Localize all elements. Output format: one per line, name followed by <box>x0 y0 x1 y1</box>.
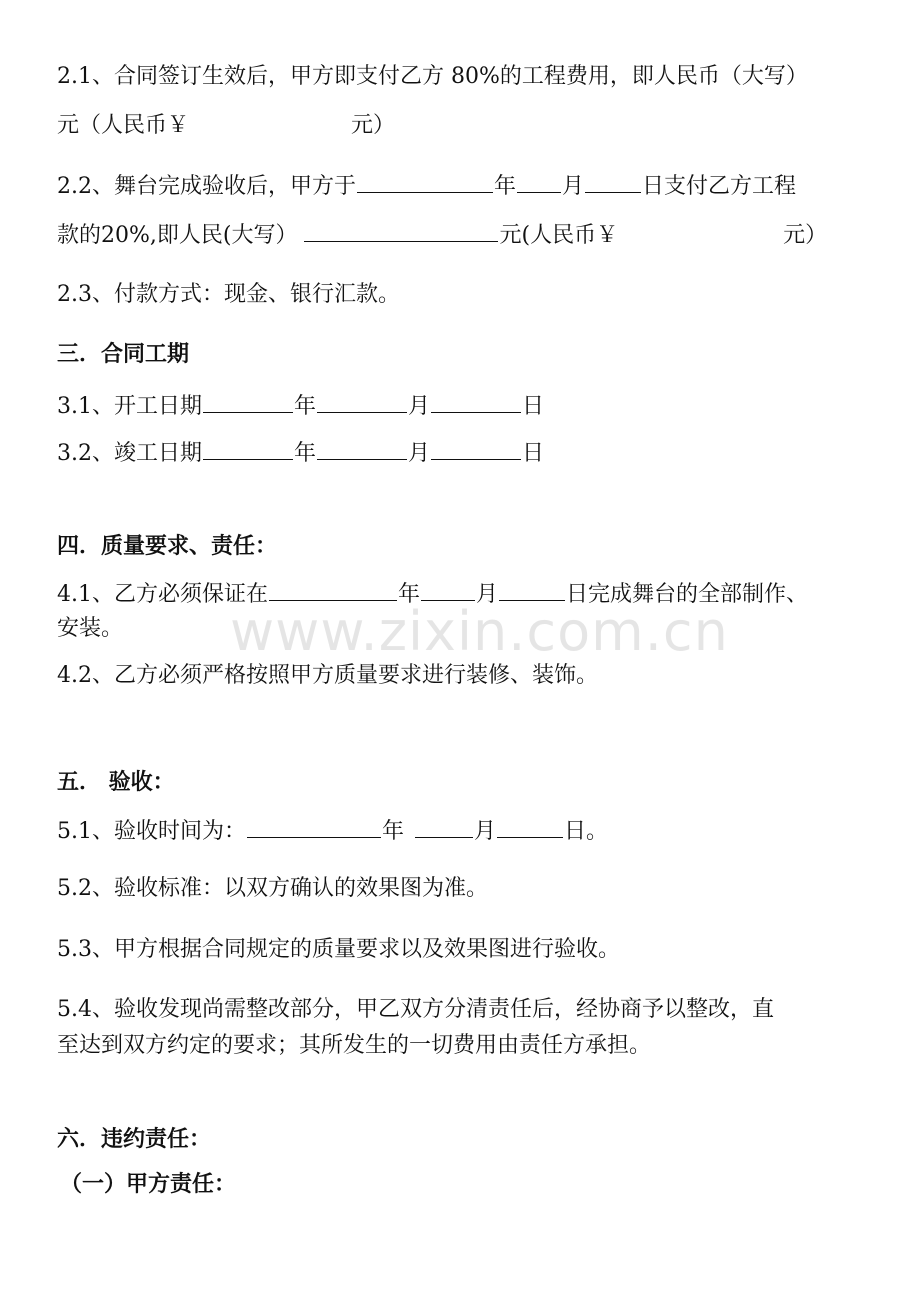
clause-5-4-text-cont: 至达到双方约定的要求；其所发生的一切费用由责任方承担。 <box>57 1033 652 1058</box>
section-5-title: 五． 验收： <box>57 770 175 795</box>
year-label: 年 <box>294 441 317 466</box>
clause-4-1-text-cont: 安装。 <box>57 616 124 641</box>
acceptance-month-blank[interactable] <box>415 815 473 838</box>
month-label: 月 <box>476 582 499 607</box>
finish-month-blank[interactable] <box>421 578 475 601</box>
section-5-heading <box>57 768 175 798</box>
amount-words-blank[interactable] <box>304 219 498 242</box>
clause-4-1-line-1 <box>57 578 808 608</box>
clause-2-1-line-2 <box>57 111 395 141</box>
clause-5-1 <box>57 815 608 845</box>
watermark: www.zixin.com.cn <box>230 600 729 663</box>
end-year-blank[interactable] <box>203 437 293 460</box>
section-6-title: 六．违约责任： <box>57 1127 212 1152</box>
clause-5-2 <box>57 874 488 904</box>
clause-5-3-text: 5.3、甲方根据合同规定的质量要求以及效果图进行验收。 <box>57 937 620 962</box>
year-blank[interactable] <box>357 170 493 193</box>
clause-4-2-text: 4.2、乙方必须严格按照甲方质量要求进行装修、装饰。 <box>57 663 598 688</box>
month-label: 月 <box>562 174 585 199</box>
clause-5-1-text-end: 日。 <box>564 819 609 844</box>
clause-3-2 <box>57 437 544 467</box>
clause-2-2-yuan: 元） <box>783 223 828 248</box>
clause-2-2-text-end: 日支付乙方工程 <box>642 174 797 199</box>
clause-2-1-amount-label: 元（人民币￥ <box>57 113 190 138</box>
clause-4-1-line-2 <box>57 614 123 644</box>
clause-2-1-yuan: 元） <box>351 113 396 138</box>
clause-2-2-line-1 <box>57 170 796 200</box>
month-label: 月 <box>408 441 431 466</box>
acceptance-day-blank[interactable] <box>497 815 563 838</box>
section-3-heading <box>57 340 189 370</box>
month-label: 月 <box>474 819 497 844</box>
clause-5-4-line-1 <box>57 995 774 1025</box>
year-label: 年 <box>294 394 317 419</box>
clause-2-3-text: 2.3、付款方式：现金、银行汇款。 <box>57 282 400 307</box>
clause-4-2 <box>57 661 598 691</box>
clause-5-2-text: 5.2、验收标准：以双方确认的效果图为准。 <box>57 876 488 901</box>
year-label: 年 <box>494 174 517 199</box>
clause-3-2-text: 3.2、竣工日期 <box>57 441 202 466</box>
start-year-blank[interactable] <box>203 390 293 413</box>
rmb-label: 元(人民币￥ <box>499 223 619 248</box>
year-label: 年 <box>382 819 405 844</box>
party-a-liability-title: （一）甲方责任： <box>60 1172 237 1197</box>
clause-2-2-amount-label: 款的20%,即人民(大写） <box>57 223 298 248</box>
year-label: 年 <box>398 582 421 607</box>
clause-5-4-text: 5.4、验收发现尚需整改部分，甲乙双方分清责任后，经协商予以整改，直 <box>57 997 774 1022</box>
section-4-title: 四．质量要求、责任： <box>57 534 278 559</box>
clause-4-1-text-end: 日完成舞台的全部制作、 <box>566 582 809 607</box>
end-day-blank[interactable] <box>431 437 521 460</box>
section-6-1-heading <box>60 1170 236 1200</box>
start-month-blank[interactable] <box>317 390 407 413</box>
end-month-blank[interactable] <box>317 437 407 460</box>
clause-2-2-text: 2.2、舞台完成验收后，甲方于 <box>57 174 356 199</box>
day-blank[interactable] <box>585 170 641 193</box>
clause-3-1-text: 3.1、开工日期 <box>57 394 202 419</box>
section-6-heading <box>57 1125 211 1155</box>
month-label: 月 <box>408 394 431 419</box>
finish-year-blank[interactable] <box>269 578 397 601</box>
section-3-title: 三．合同工期 <box>57 342 190 367</box>
clause-5-3 <box>57 935 620 965</box>
clause-2-3 <box>57 280 400 310</box>
section-4-heading <box>57 532 277 562</box>
clause-2-2-line-2 <box>57 219 827 249</box>
clause-3-1 <box>57 390 544 420</box>
day-label: 日 <box>522 441 545 466</box>
acceptance-year-blank[interactable] <box>247 815 381 838</box>
month-blank[interactable] <box>517 170 561 193</box>
start-day-blank[interactable] <box>431 390 521 413</box>
clause-2-1-line-1 <box>57 62 808 92</box>
day-label: 日 <box>522 394 545 419</box>
finish-day-blank[interactable] <box>499 578 565 601</box>
clause-4-1-text: 4.1、乙方必须保证在 <box>57 582 268 607</box>
clause-5-4-line-2 <box>57 1031 651 1061</box>
clause-2-1-text: 2.1、合同签订生效后，甲方即支付乙方 80%的工程费用，即人民币（大写） <box>57 64 808 89</box>
clause-5-1-text: 5.1、验收时间为： <box>57 819 246 844</box>
